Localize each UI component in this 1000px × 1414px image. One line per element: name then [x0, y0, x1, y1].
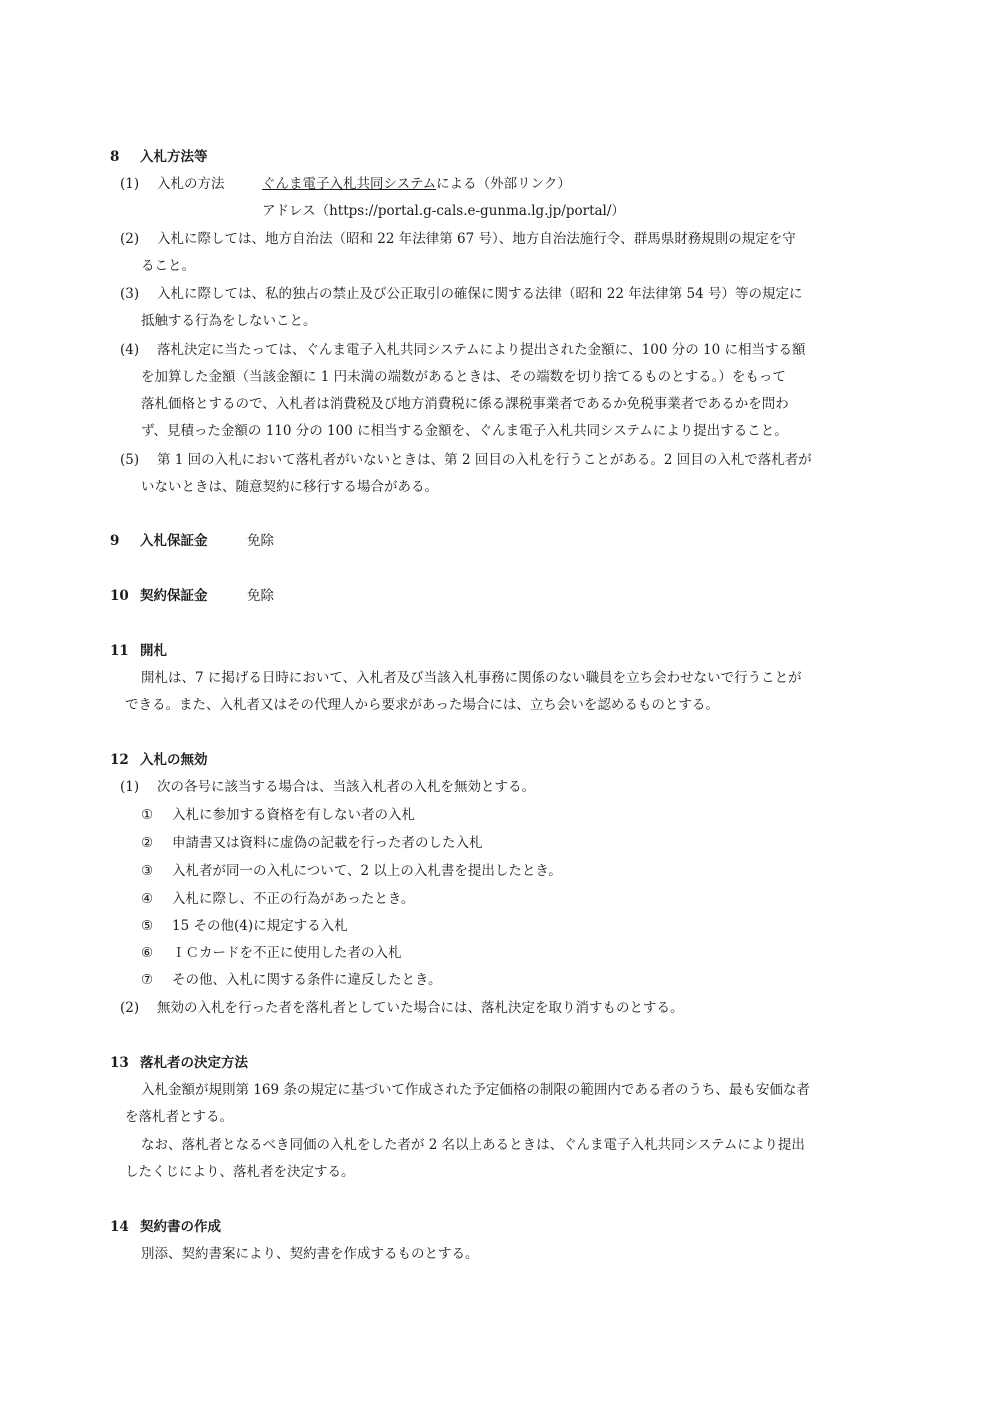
section-9-heading: [110, 532, 208, 550]
item-8-3-line-1: 入札に際しては、私的独占の禁止及び公正取引の確保に関する法律（昭和 22 年法律第 54 号）等の規定に: [157, 286, 803, 302]
sub-item-text: 入札に参加する資格を有しない者の入札: [172, 807, 415, 823]
sub-item-number: ③: [141, 863, 154, 879]
section-number: 14: [110, 1219, 129, 1235]
sub-item-text: 入札に際し、不正の行為があったとき。: [172, 891, 415, 907]
section-13-line-3: なお、落札者となるべき同価の入札をした者が 2 名以上あるときは、ぐんま電子入札共同システムにより提出: [141, 1137, 805, 1153]
sub-item-text: 申請書又は資料に虚偽の記載を行った者のした入札: [172, 835, 483, 851]
item-8-2-number: (2): [120, 231, 140, 247]
item-8-1-value: [262, 175, 571, 193]
sub-item-number: ④: [141, 891, 154, 907]
section-10-heading: [110, 587, 208, 605]
section-number: 13: [110, 1055, 129, 1071]
link-suffix: による（外部リンク）: [436, 176, 571, 192]
section-number: 10: [110, 588, 129, 604]
section-9-value: 免除: [247, 533, 274, 549]
item-8-3-line-2: 抵触する行為をしないこと。: [141, 313, 317, 329]
section-12-heading: [110, 751, 208, 769]
item-8-5-line-2: いないときは、随意契約に移行する場合がある。: [141, 479, 438, 495]
section-11-line-1: 開札は、7 に掲げる日時において、入札者及び当該入札事務に関係のない職員を立ち会わせないで行うことが: [141, 670, 802, 686]
sub-item-text: 入札者が同一の入札について、2 以上の入札書を提出したとき。: [172, 863, 562, 879]
section-10-value: 免除: [247, 588, 274, 604]
item-8-5-number: (5): [120, 452, 140, 468]
item-8-4-number: (4): [120, 342, 140, 358]
item-12-1-text: 次の各号に該当する場合は、当該入札者の入札を無効とする。: [157, 779, 535, 795]
section-title: 入札の無効: [140, 752, 208, 768]
item-8-2-line-1: 入札に際しては、地方自治法（昭和 22 年法律第 67 号）、地方自治法施行令、群馬県財務規則の規定を守: [157, 231, 796, 247]
item-12-2-text: 無効の入札を行った者を落札者としていた場合には、落札決定を取り消すものとする。: [157, 1000, 684, 1016]
sub-item-text: ＩＣカードを不正に使用した者の入札: [172, 945, 402, 961]
sub-item-number: ⑥: [141, 945, 154, 961]
section-13-line-1: 入札金額が規則第 169 条の規定に基づいて作成された予定価格の制限の範囲内である者のうち、最も安価な者: [141, 1082, 810, 1098]
section-11-line-2: できる。また、入札者又はその代理人から要求があった場合には、立ち会いを認めるものとする。: [125, 697, 719, 713]
section-number: 9: [110, 533, 120, 549]
section-title: 入札保証金: [140, 533, 208, 549]
ebid-system-link[interactable]: ぐんま電子入札共同システム: [262, 176, 437, 192]
sub-item-number: ⑤: [141, 918, 154, 934]
section-14-heading: [110, 1218, 221, 1236]
section-title: 入札方法等: [140, 149, 208, 165]
sub-item-number: ①: [141, 807, 154, 823]
item-8-1: [120, 175, 139, 193]
section-8-heading: [110, 148, 208, 166]
section-13-heading: [110, 1054, 248, 1072]
item-8-4-line-1: 落札決定に当たっては、ぐんま電子入札共同システムにより提出された金額に、100 分の 10 に相当する額: [157, 342, 806, 358]
section-title: 落札者の決定方法: [140, 1055, 248, 1071]
section-14-line-1: 別添、契約書案により、契約書を作成するものとする。: [141, 1246, 479, 1262]
section-11-heading: [110, 642, 167, 660]
section-13-line-4: したくじにより、落札者を決定する。: [125, 1164, 355, 1180]
item-8-3-number: (3): [120, 286, 140, 302]
item-12-2-number: (2): [120, 1000, 140, 1016]
item-8-2-line-2: ること。: [141, 258, 195, 274]
sub-item-number: ⑦: [141, 972, 154, 988]
item-8-4-line-3: 落札価格とするので、入札者は消費税及び地方消費税に係る課税事業者であるか免税事業者であるかを問わ: [141, 396, 789, 412]
section-title: 契約書の作成: [140, 1219, 221, 1235]
section-number: 12: [110, 752, 129, 768]
sub-item-number: ②: [141, 835, 154, 851]
sub-item-text: 15 その他(4)に規定する入札: [172, 918, 348, 934]
item-8-5-line-1: 第 1 回の入札において落札者がいないときは、第 2 回目の入札を行うことがある。2 回目の入札で落札者が: [157, 452, 812, 468]
item-number: (1): [120, 176, 140, 192]
section-title: 開札: [140, 643, 167, 659]
section-number: 11: [110, 643, 129, 659]
section-title: 契約保証金: [140, 588, 208, 604]
section-number: 8: [110, 149, 120, 165]
item-8-1-label: 入札の方法: [157, 176, 225, 192]
sub-item-text: その他、入札に関する条件に違反したとき。: [172, 972, 442, 988]
section-13-line-2: を落札者とする。: [125, 1109, 233, 1125]
item-8-1-address: アドレス（https://portal.g-cals.e-gunma.lg.jp/portal/）: [262, 203, 625, 219]
item-8-4-line-4: ず、見積った金額の 110 分の 100 に相当する金額を、ぐんま電子入札共同システムにより提出すること。: [141, 423, 788, 439]
item-12-1-number: (1): [120, 779, 140, 795]
item-8-4-line-2: を加算した金額（当該金額に 1 円未満の端数があるときは、その端数を切り捨てるものとする。）をもって: [141, 369, 786, 385]
